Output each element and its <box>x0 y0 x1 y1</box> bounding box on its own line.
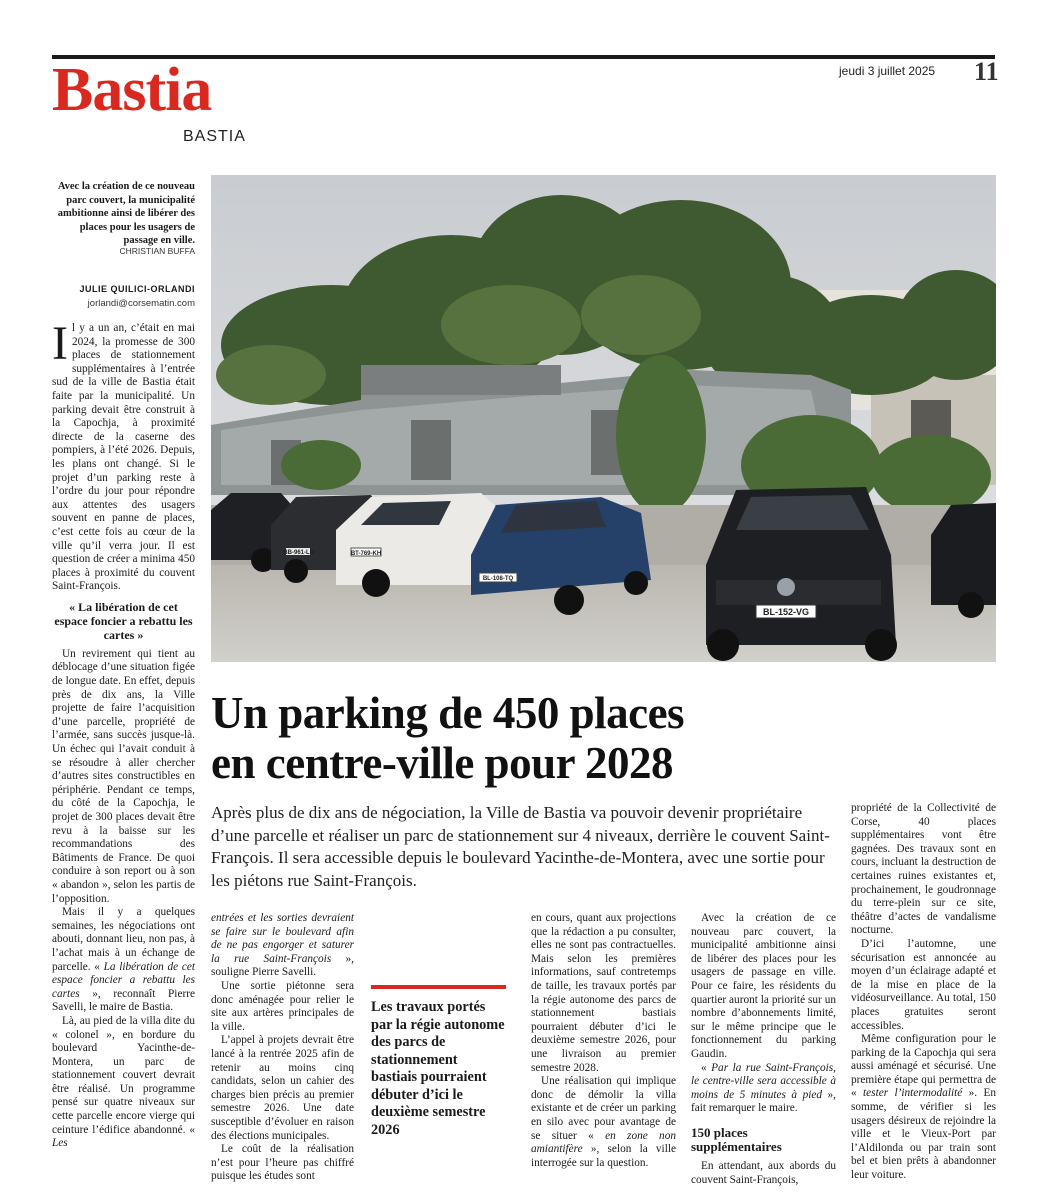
drop-cap: I <box>52 317 68 370</box>
section-title: Bastia <box>52 56 212 124</box>
paragraph: Le coût de la réalisation n’est pour l’heure pas chiffré puisque les études sont <box>211 1143 354 1183</box>
paragraph: Mais il y a quelques semaines, les négociations ont abouti, donnant lieu, non pas, à l’achat mais à un échange de parcelle. « La libération de cet espace foncier a rebattu les cartes », reconnaît Pierre Savelli, le maire de Bastia. <box>52 906 195 1014</box>
author-name: JULIE QUILICI-ORLANDI <box>79 284 195 294</box>
article-column-2 <box>211 912 354 1184</box>
intro-paragraph: Il y a un an, c’était en mai 2024, la promesse de 300 places de stationnement supplémentaires à l’entrée sud de la ville de Bastia était faite par la municipalité. Un parking devait être construit à la Capochja, à proximité directe de la caserne des pompiers, à l’été 2026. Depuis, les plans ont changé. Si le projet d’un parking reste à l’ordre du jour pour répondre aux attentes des usagers souvent en panne de places, c’est cette fois au cœur de la ville qu’il verra jour. Il est question de créer a minima 450 places à proximité du couvent Saint-François. <box>52 317 195 593</box>
paragraph: Avec la création de ce nouveau parc couvert, la municipalité ambitionne ainsi de libérer des places pour les usagers de passage en ville. Pour ce faire, les résidents du quartier auront la priorité sur un nombre d’abonnements limité, sur le même principe que le fonctionnement du parking Gaudin. <box>691 912 836 1060</box>
paragraph: entrées et les sorties devraient se faire sur le boulevard afin de ne pas engorger et saturer la rue Saint-François », souligne Pierre Savelli. <box>211 912 354 979</box>
license-plate: BT-769-KH <box>350 551 382 557</box>
photo-credit: CHRISTIAN BUFFA <box>119 246 195 256</box>
headline-line-1: Un parking de 450 places <box>211 688 685 738</box>
issue-date: jeudi 3 juillet 2025 <box>839 64 936 78</box>
paragraph: en cours, quant aux projections que la rédaction a pu consulter, elles ne sont pas contractuelles. Mais selon les premières informations, sauf contretemps de taille, les travaux portés par la régie autonome des parcs de stationnement bastiais pourraient débuter d’ici le deuxième semestre 2026, pour une livraison au premier semestre 2028. <box>531 912 676 1074</box>
paragraph: Une réalisation qui implique donc de démolir la villa existante et de créer un parking en silo avec pour avantage de se situer « en zone non amiantifère », selon la ville interrogée sur la question. <box>531 1075 676 1169</box>
article-column-4 <box>691 912 836 1187</box>
headline-line-2: en centre-ville pour 2028 <box>211 738 674 788</box>
article-photo <box>211 175 996 662</box>
pullquote-rule <box>371 985 506 989</box>
paragraph: Une sortie piétonne sera donc aménagée pour relier le site aux artères principales de la ville. <box>211 979 354 1033</box>
paragraph: D’ici l’automne, une sécurisation est annoncée au moyen d’un éclairage adapté et de la mise en place de la vidéosurveillance. Au total, 150 places gratuites seront accessibles. <box>851 937 996 1032</box>
parking-lot-photo <box>211 175 996 662</box>
page-number: 11 <box>974 57 999 86</box>
paragraph: Là, au pied de la villa dite du « colonel », en bordure du boulevard Yacinthe-de-Montera, un parc de stationnement couvert devrait être réalisé. Un programme pensé sur quatre niveaux sur cette parcelle encore vierge qui ceinture l’édifice abandonné. « Les <box>52 1014 195 1150</box>
chapo: Après plus de dix ans de négociation, la Ville de Bastia va pouvoir devenir propriétaire d’une parcelle et réaliser un parc de stationnement sur 4 niveaux, derrière le couvent Saint-François. Il sera accessible depuis le boulevard Yacinthe-de-Montera, avec une sortie pour les piétons rue Saint-François. <box>211 803 830 890</box>
paragraph: Un revirement qui tient au déblocage d’une situation figée de longue date. En effet, depuis près de dix ans, la Ville projette de faire l’acquisition d’une parcelle, propriété de l’armée, sans succès jusque-là. Un échec qui l’avait conduit à se résoudre à aller chercher d’autres sites constructibles en périphérie. Pendant ce temps, du côté de la Capochja, le projet de 300 places devait être revu à la baisse sur les recommandations des Bâtiments de France. De quoi conduire à son report ou à son « abandon », selon les partis de l’opposition. <box>52 647 195 905</box>
car-black-vw-suv <box>706 487 897 661</box>
article-column-5 <box>851 802 996 1183</box>
paragraph: L’appel à projets devrait être lancé à la rentrée 2025 afin de retenir au moins cinq candidats, selon un cahier des charges bien précis au premier semestre 2026. Une date susceptible d’évoluer en raison des élections municipales. <box>211 1034 354 1142</box>
paragraph: « Par la rue Saint-François, le centre-ville sera accessible à moins de 5 minutes à pied », fait remarquer le maire. <box>691 1061 836 1115</box>
paragraph: propriété de la Collectivité de Corse, 40 places supplémentaires vont être gagnées. Des travaux sont en cours, incluant la destruction de certaines ruines existantes et, prochainement, le goudronnage du terre-plein sur ce site, théâtre d’actes de vandalisme nocturne. <box>851 802 996 937</box>
article-column-3 <box>531 912 676 1170</box>
article-column-1 <box>52 317 195 1151</box>
pullquote: Les travaux portés par la régie autonome des parcs de stationnement bastiais pourraient débuter d’ici le deuxième semestre 2026 <box>371 999 505 1138</box>
license-plate: BL-152-VG <box>762 607 810 617</box>
license-plate: BL-108-TQ <box>482 576 514 582</box>
subhead-150-places: 150 places supplémentaires <box>691 1124 782 1154</box>
license-plate: BB-961-LM <box>283 550 315 556</box>
section-subtitle: BASTIA <box>183 128 246 145</box>
headline <box>211 688 991 788</box>
paragraph: Même configuration pour le parking de la Capochja qui sera aussi aménagé et sécurisé. Une première étape qui permettra de « tester l’intermodalité ». En somme, de vérifier si les usagers désireux de rejoindre la ville et le Vieux-Port par l’Aldilonda ou par train sont bel et bien prêts à abandonner leur voiture. <box>851 1033 996 1182</box>
subhead-liberation: « La libération de cet espace foncier a rebattu les cartes » <box>54 599 193 642</box>
paragraph: En attendant, aux abords du couvent Saint-François, <box>691 1159 836 1186</box>
photo-caption: Avec la création de ce nouveau parc couvert, la municipalité ambitionne ainsi de libérer des places pour les usagers de passage en ville. <box>57 181 195 246</box>
author-email: jorlandi@corsematin.com <box>87 298 195 309</box>
